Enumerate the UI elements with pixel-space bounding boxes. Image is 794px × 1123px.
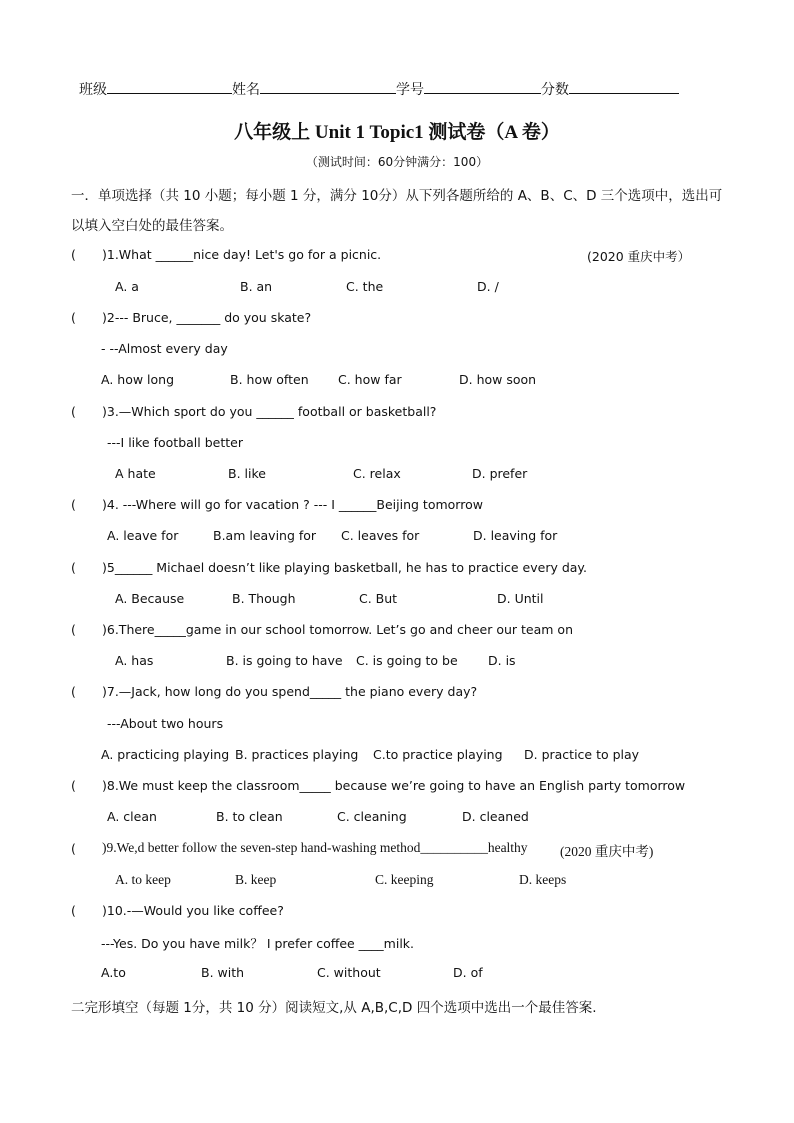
question-2-dialog: - --Almost every day — [101, 341, 228, 356]
question-9-source: (2020 重庆中考) — [560, 844, 654, 859]
q1-option-b: B. an — [240, 279, 273, 294]
answer-paren[interactable]: ( — [71, 404, 76, 419]
q2-option-b: B. how often — [230, 372, 309, 387]
student-id-label: 学号 — [396, 82, 424, 98]
name-blank[interactable] — [260, 79, 396, 94]
question-4: )4. ---Where will go for vacation ? --- I ______Beijing tomorrow — [102, 497, 483, 512]
q2-option-d: D. how soon — [459, 372, 537, 387]
score-label: 分数 — [541, 82, 569, 98]
q7-option-b: B. practices playing — [235, 747, 359, 762]
q7-option-a: A. practicing playing — [101, 747, 230, 762]
question-10-dialog: ---Yes. Do you have milk？ I prefer coffee ____milk. — [101, 936, 415, 951]
q1-option-d: D. / — [477, 279, 499, 294]
q2-option-c: C. how far — [338, 372, 402, 387]
section1-instruction-line2: 以填入空白处的最佳答案。 — [71, 218, 233, 234]
q6-option-b: B. is going to have — [226, 653, 343, 668]
q5-option-b: B. Though — [232, 591, 296, 606]
answer-paren[interactable]: ( — [71, 310, 76, 325]
question-3-dialog: ---I like football better — [107, 435, 243, 450]
q7-option-c: C.to practice playing — [373, 747, 503, 762]
q8-option-a: A. clean — [107, 809, 157, 824]
q5-option-c: C. But — [359, 591, 398, 606]
q9-option-b: B. keep — [235, 872, 277, 887]
q1-option-c: C. the — [346, 279, 384, 294]
answer-paren[interactable]: ( — [71, 497, 76, 512]
q4-option-d: D. leaving for — [473, 528, 558, 543]
answer-paren[interactable]: ( — [71, 622, 76, 637]
q10-option-d: D. of — [453, 965, 483, 980]
q2-option-a: A. how long — [101, 372, 175, 387]
section1-instruction-line1: 一．单项选择（共 10 小题；每小题 1 分，满分 10分）从下列各题所给的 A、B、C、D 三个选项中，选出可 — [71, 188, 723, 204]
q5-option-a: A. Because — [115, 591, 185, 606]
student-info-line — [79, 79, 679, 99]
name-label: 姓名 — [232, 82, 260, 98]
answer-paren[interactable]: ( — [71, 903, 76, 918]
question-6: )6.There_____game in our school tomorrow. Let’s go and cheer our team on — [102, 622, 574, 637]
section2-instruction: 二完形填空（每题 1分，共 10 分）阅读短文,从 A,B,C,D 四个选项中选出一个最佳答案. — [71, 1000, 597, 1016]
q8-option-d: D. cleaned — [462, 809, 529, 824]
q4-option-a: A. leave for — [107, 528, 179, 543]
q6-option-c: C. is going to be — [356, 653, 458, 668]
q9-option-a: A. to keep — [115, 872, 171, 887]
question-9: )9.We,d better follow the seven-step hand-washing method__________healthy — [102, 840, 528, 855]
class-blank[interactable] — [107, 79, 232, 94]
answer-paren[interactable]: ( — [71, 778, 76, 793]
question-3: )3.—Which sport do you ______ football or basketball? — [102, 404, 437, 419]
class-label: 班级 — [79, 82, 107, 98]
q4-option-c: C. leaves for — [341, 528, 420, 543]
q8-option-b: B. to clean — [216, 809, 283, 824]
q3-option-b: B. like — [228, 466, 266, 481]
q9-option-d: D. keeps — [519, 872, 567, 887]
q5-option-d: D. Until — [497, 591, 544, 606]
q6-option-d: D. is — [488, 653, 516, 668]
answer-paren[interactable]: ( — [71, 247, 76, 262]
q9-option-c: C. keeping — [375, 872, 434, 887]
q10-option-c: C. without — [317, 965, 381, 980]
question-7-dialog: ---About two hours — [107, 716, 224, 731]
q1-option-a: A. a — [115, 279, 139, 294]
q6-option-a: A. has — [115, 653, 154, 668]
q3-option-c: C. relax — [353, 466, 401, 481]
page-subtitle: （测试时间：60分钟满分：100） — [305, 155, 489, 169]
q3-option-a: A hate — [115, 466, 156, 481]
question-1-source: (2020 重庆中考） — [587, 249, 691, 264]
q10-option-b: B. with — [201, 965, 245, 980]
score-blank[interactable] — [569, 79, 679, 94]
question-10: )10.-—Would you like coffee? — [102, 903, 284, 918]
question-5: )5______ Michael doesn’t like playing basketball, he has to practice every day. — [102, 560, 588, 575]
answer-paren[interactable]: ( — [71, 560, 76, 575]
question-8: )8.We must keep the classroom_____ because we’re going to have an English party tomorrow — [102, 778, 686, 793]
q4-option-b: B.am leaving for — [213, 528, 317, 543]
q8-option-c: C. cleaning — [337, 809, 407, 824]
question-2: )2--- Bruce, _______ do you skate? — [102, 310, 312, 325]
answer-paren[interactable]: ( — [71, 684, 76, 699]
q7-option-d: D. practice to play — [524, 747, 640, 762]
q10-option-a: A.to — [101, 965, 126, 980]
page-title: 八年级上 Unit 1 Topic1 测试卷（A 卷） — [234, 122, 560, 143]
student-id-blank[interactable] — [424, 79, 541, 94]
q3-option-d: D. prefer — [472, 466, 528, 481]
question-1: )1.What ______nice day! Let's go for a picnic. — [102, 247, 382, 262]
answer-paren[interactable]: ( — [71, 841, 76, 856]
question-7: )7.—Jack, how long do you spend_____ the piano every day? — [102, 684, 478, 699]
